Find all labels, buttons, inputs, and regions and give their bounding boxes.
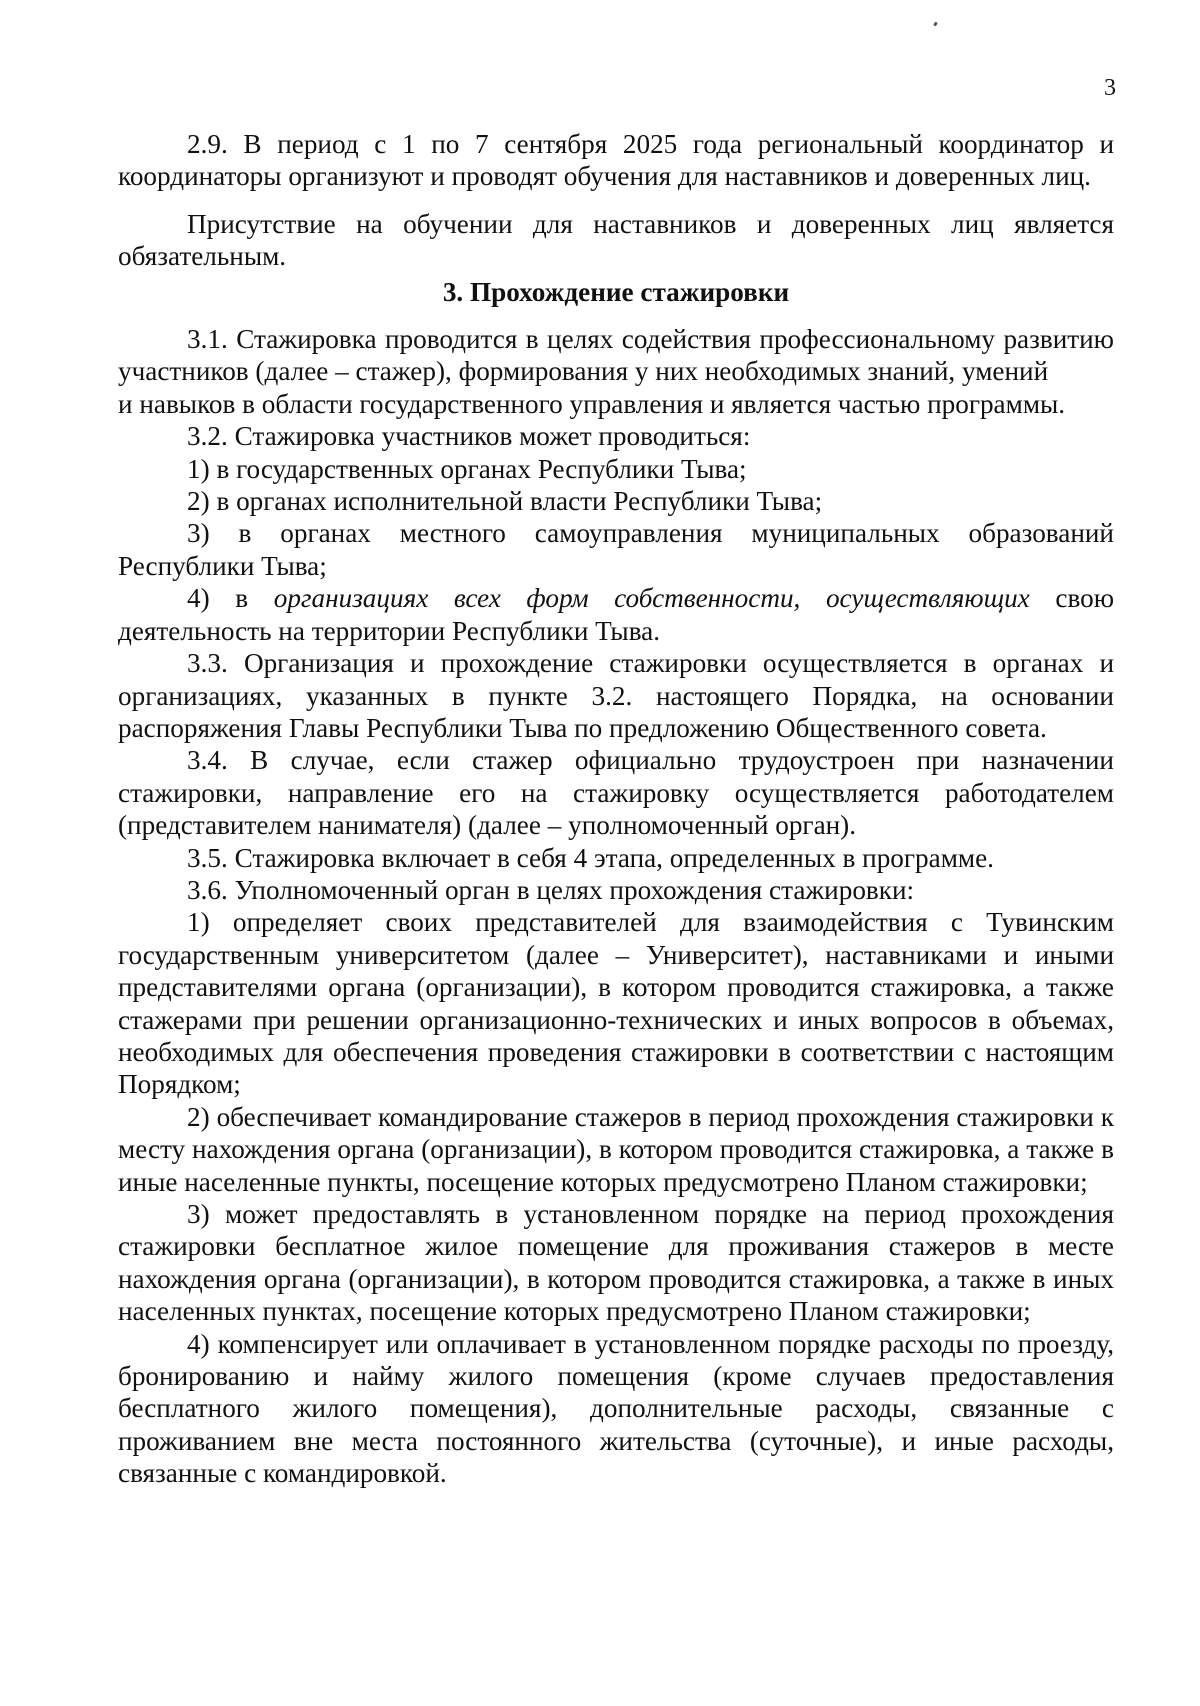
list-item-3-6-1: 1) определяет своих представителей для взаимодействия с Тувинским государственным университетом (далее – Университет), наставниками и иными представителями органа (организации), в котором проводится стажировка, а также стажерами при решении организационно-технических и иных вопросов в объемах, необходимых для обеспечения проведения стажировки в соответствии с настоящим Порядком; [118,907,1114,1100]
list-item-3-2-4-italic-text: организациях всех форм собственности, осуществляющих [273,583,1030,614]
list-item-3-2-4 [118,582,1114,647]
scan-artifact-mark [933,22,938,27]
paragraph-3-5: 3.5. Стажировка включает в себя 4 этапа, определенных в программе. [187,842,994,873]
paragraph-3-3: 3.3. Организация и прохождение стажировки осуществляется в органах и организациях, указанных в пункте 3.2. настоящего Порядка, на основании распоряжения Главы Республики Тыва по предложению Общественного совета. [118,648,1114,743]
list-item-3-2-4-text: свою деятельность на территории Республики Тыва. [118,583,1115,646]
paragraph-3-1-part-b: и навыков в области государственного управления и является частью программы. [118,388,1066,419]
paragraph-attendance: Присутствие на обучении для наставников и доверенных лиц является обязательным. [118,208,1114,272]
list-item-3-6-2: 2) обеспечивает командирование стажеров в период прохождения стажировки к месту нахождения органа (организации), в котором проводится стажировка, а также в иные населенные пункты, посещение которых предусмотрено Планом стажировки; [118,1101,1114,1197]
paragraph-3-1-part-a: 3.1. Стажировка проводится в целях содействия профессиональному развитию участников (далее – стажер), формирования у них необходимых знаний, умений [118,324,1114,387]
list-item-3-2-1: 1) в государственных органах Республики Тыва; [187,453,747,484]
paragraph-3-2: 3.2. Стажировка участников может проводиться: [187,421,751,452]
page-number: 3 [1104,75,1116,101]
list-item-3-2-3: 3) в органах местного самоуправления муниципальных образований Республики Тыва; [118,518,1114,581]
paragraph-3-4: 3.4. В случае, если стажер официально трудоустроен при назначении стажировки, направление его на стажировку осуществляется работодателем (представителем нанимателя) (далее – уполномоченный орган). [118,745,1114,841]
paragraph-3-6: 3.6. Уполномоченный орган в целях прохождения стажировки: [187,874,915,905]
list-item-3-2-2: 2) в органах исполнительной власти Республики Тыва; [187,486,823,517]
list-item-3-6-4: 4) компенсирует или оплачивает в установленном порядке расходы по проезду, бронированию и найму жилого помещения (кроме случаев предоставления бесплатного жилого помещения), дополнительные расходы, связанные с проживанием вне места постоянного жительства (суточные), и иные расходы, связанные с командировкой. [118,1328,1114,1489]
list-item-3-2-4-number: 4) в [187,583,274,614]
document-body [118,128,1114,1490]
paragraph-2-9: 2.9. В период с 1 по 7 сентября 2025 года региональный координатор и координаторы организуют и проводят обучения для наставников и доверенных лиц. [118,129,1114,192]
list-item-3-6-3: 3) может предоставлять в установленном порядке на период прохождения стажировки бесплатное жилое помещение для проживания стажеров в месте нахождения органа (организации), в котором проводится стажировка, а также в иных населенных пунктах, посещение которых предусмотрено Планом стажировки; [118,1199,1114,1327]
section-3-title: 3. Прохождение стажировки [442,276,790,307]
